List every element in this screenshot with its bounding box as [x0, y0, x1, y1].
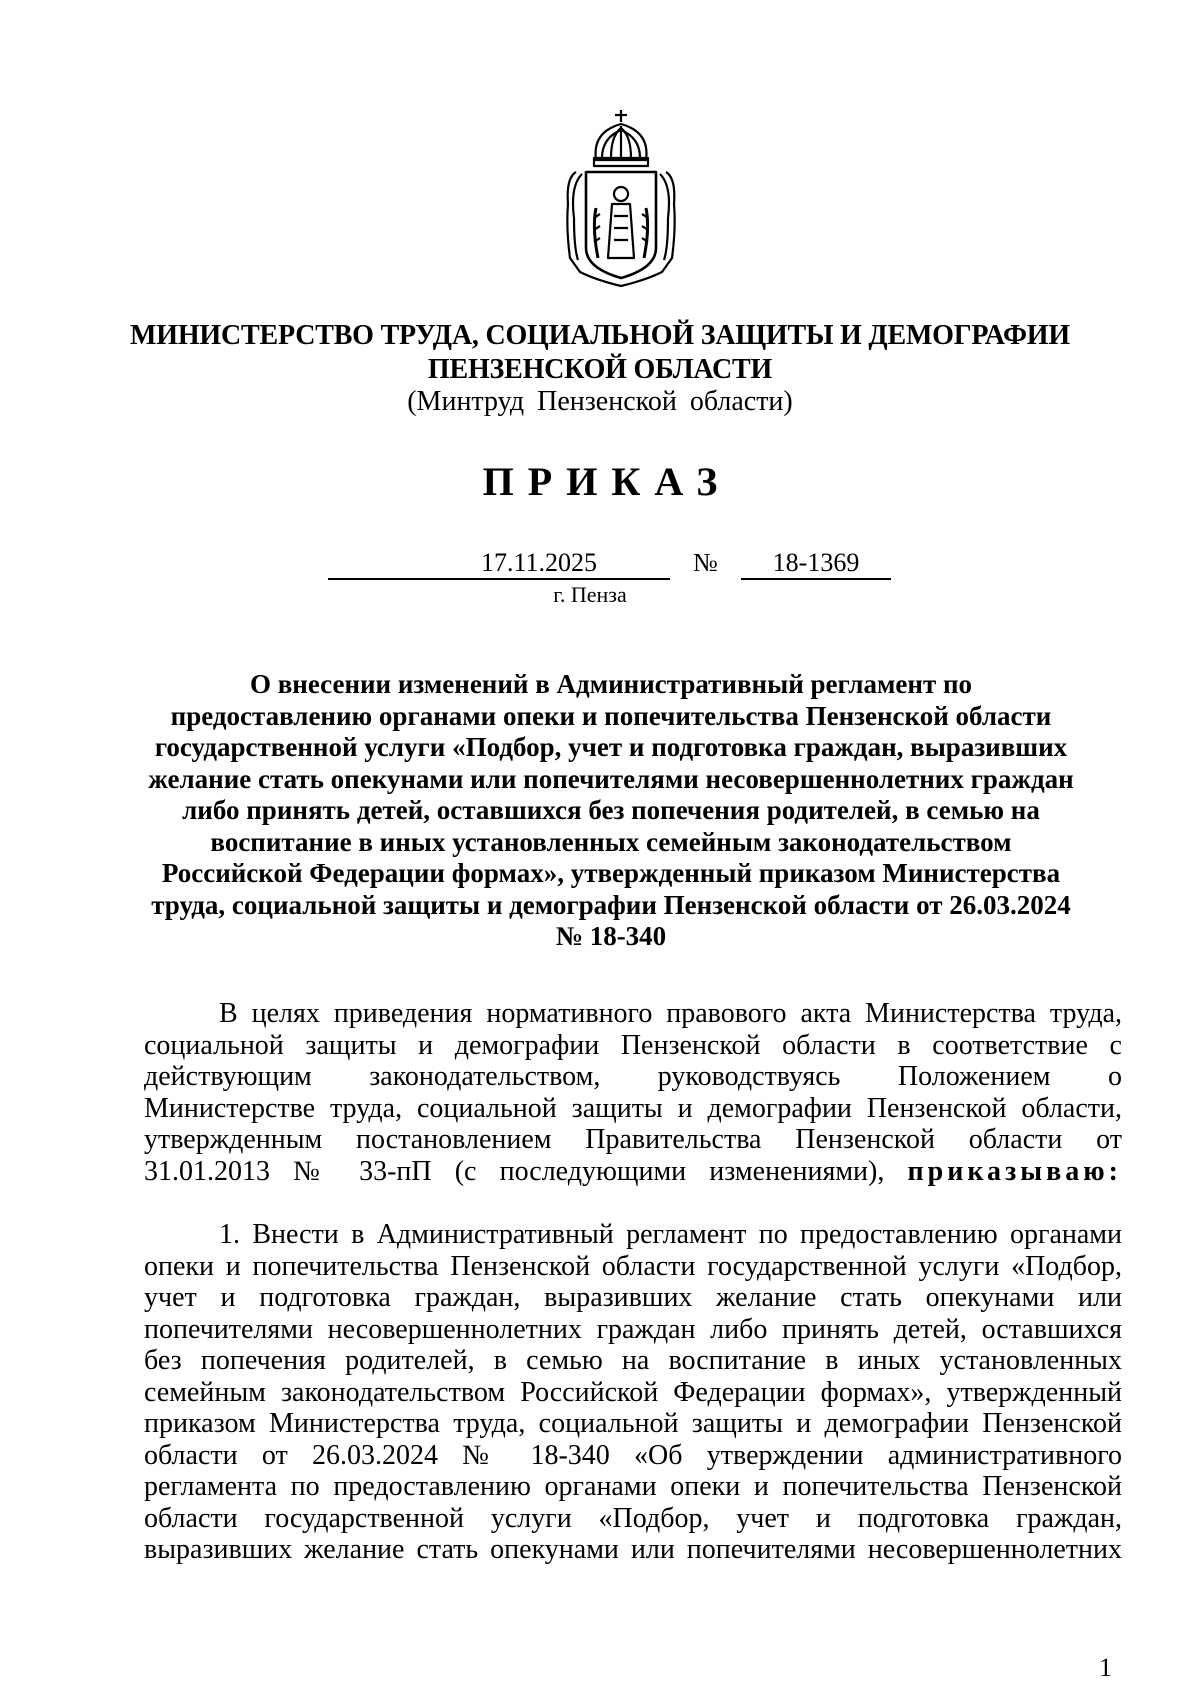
body-line: социальной защиты и демографии Пензенской области в соответствие с	[144, 1029, 1122, 1061]
body-line: приказом Министерства труда, социальной защиты и демографии Пензенской	[144, 1408, 1122, 1439]
ministry-abbreviation: (Минтруд Пензенской области)	[407, 386, 793, 417]
document-title: ПРИКАЗ	[482, 459, 732, 504]
subject-line: желание стать опекунами или попечителями несовершеннолетних граждан	[148, 763, 1074, 794]
subject-line: предоставлению органами опеки и попечительства Пензенской области	[170, 700, 1052, 731]
body-line: опеки и попечительства Пензенской области государственной услуги «Подбор,	[144, 1250, 1122, 1282]
order-city: г. Пенза	[553, 582, 627, 607]
body-line-final-text: 31.01.2013 № 33-пП (с последующими изменениями),	[144, 1155, 885, 1187]
clause-1-paragraph	[144, 1219, 1122, 1566]
body-line: утвержденным постановлением Правительства Пензенской области от	[144, 1124, 1122, 1155]
subject-line: № 18-340	[555, 921, 667, 951]
subject-line: либо принять детей, оставшихся без попечения родителей, в семью на	[182, 795, 1040, 825]
ministry-name-line-2: ПЕНЗЕНСКОЙ ОБЛАСТИ	[427, 354, 773, 385]
body-line: области государственной услуги «Подбор, учет и подготовка граждан,	[144, 1502, 1122, 1534]
order-number-sign: №	[693, 548, 718, 577]
order-date: 17.11.2025	[328, 548, 670, 580]
body-line: Министерстве труда, социальной защиты и демографии Пензенской области,	[144, 1092, 1122, 1124]
body-line: выразивших желание стать опекунами или попечителями несовершеннолетних	[144, 1534, 1122, 1565]
subject-line: Российской Федерации формах», утвержденный приказом Министерства	[161, 858, 1061, 888]
body-line-final	[144, 1156, 1122, 1188]
order-number: 18-1369	[741, 548, 891, 580]
subject-line: О внесении изменений в Административный регламент по	[249, 669, 973, 699]
penza-oblast-coat-of-arms-icon	[556, 108, 686, 290]
body-line: 1. Внести в Административный регламент по предоставлению органами	[219, 1219, 1122, 1250]
body-line: попечителями несовершеннолетних граждан либо принять детей, оставшихся	[144, 1313, 1122, 1345]
body-line: без попечения родителей, в семью на воспитание в иных установленных	[144, 1345, 1122, 1376]
body-line: области от 26.03.2024 № 18-340 «Об утверждении административного	[144, 1439, 1122, 1471]
body-line: учет и подготовка граждан, выразивших желание стать опекунами или	[144, 1282, 1122, 1313]
ministry-name	[120, 319, 1080, 387]
body-line: В целях приведения нормативного правового акта Министерства труда,	[219, 998, 1122, 1029]
body-line: действующим законодательством, руководствуясь Положением о	[144, 1061, 1122, 1092]
page-number: 1	[1099, 1653, 1112, 1682]
preamble-paragraph	[144, 998, 1122, 1187]
subject-line: воспитание в иных установленных семейным законодательством	[210, 826, 1012, 857]
subject-line: государственной услуги «Подбор, учет и подготовка граждан, выразивших	[154, 732, 1068, 762]
order-subject	[130, 669, 1092, 953]
ministry-name-line-1: МИНИСТЕРСТВО ТРУДА, СОЦИАЛЬНОЙ ЗАЩИТЫ И ДЕМОГРАФИИ	[130, 320, 1070, 351]
body-line: регламента по предоставлению органами опеки и попечительства Пензенской	[144, 1471, 1122, 1502]
subject-line: труда, социальной защиты и демографии Пензенской области от 26.03.2024	[151, 889, 1071, 920]
order-directive: приказываю:	[907, 1155, 1122, 1187]
body-line: семейным законодательством Российской Федерации формах», утвержденный	[144, 1376, 1122, 1408]
